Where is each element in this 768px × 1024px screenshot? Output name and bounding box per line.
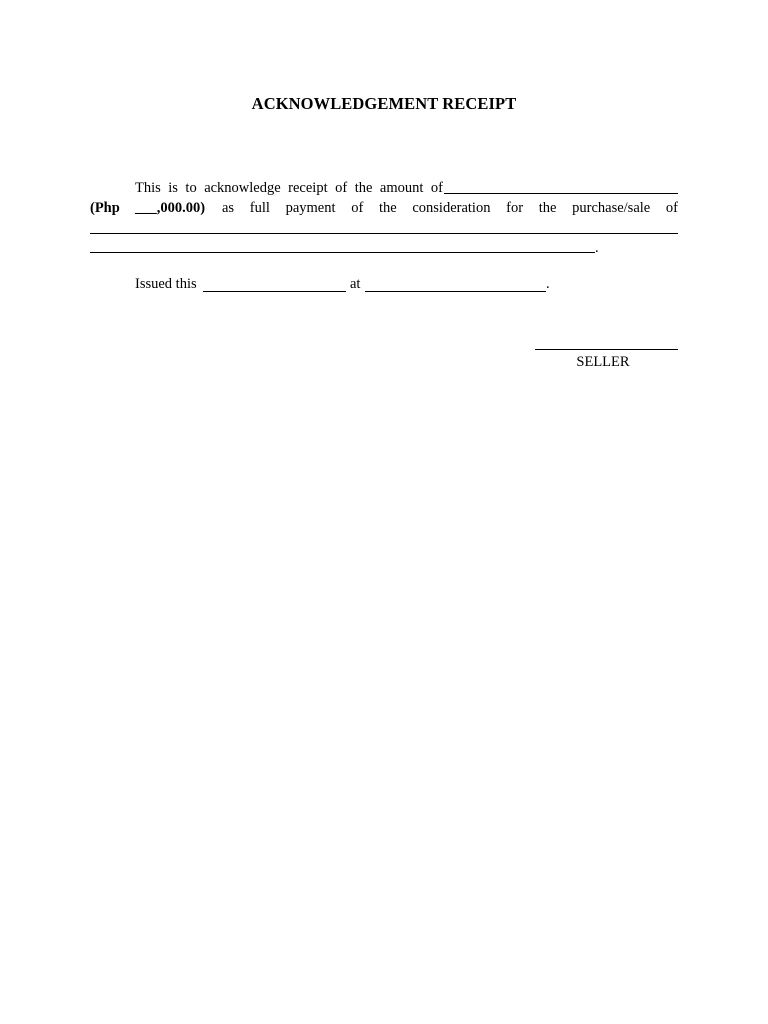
word: of <box>335 180 348 196</box>
issued-end-period: . <box>546 276 550 292</box>
word: acknowledge <box>204 180 281 196</box>
word: of <box>351 200 364 216</box>
word: the <box>378 200 397 216</box>
amount-prefix: (Php <box>90 200 120 216</box>
item-description-blank-1[interactable] <box>90 233 678 234</box>
word: receipt <box>288 180 328 196</box>
issued-at-label: at <box>350 276 361 292</box>
word: as <box>222 200 235 216</box>
paragraph-line-2 <box>222 198 678 218</box>
issued-place-blank[interactable] <box>365 291 546 292</box>
word: This <box>135 180 161 196</box>
document-title: ACKNOWLEDGEMENT RECEIPT <box>251 94 517 113</box>
word: consideration <box>412 200 491 216</box>
amount-words-blank[interactable] <box>444 193 678 194</box>
seller-signature-line[interactable] <box>535 349 678 350</box>
issued-date-blank[interactable] <box>203 291 346 292</box>
issued-label: Issued this <box>135 276 197 292</box>
amount-figure-blank[interactable]: ___,000.00) <box>135 200 206 216</box>
word: is <box>168 180 178 196</box>
word: payment <box>285 200 336 216</box>
word: the <box>538 200 557 216</box>
word: full <box>249 200 270 216</box>
word: amount <box>379 180 424 196</box>
word: for <box>506 200 524 216</box>
word: of <box>665 200 678 216</box>
line-end-period: . <box>595 240 599 256</box>
seller-label: SELLER <box>576 354 630 370</box>
word: of <box>430 180 443 196</box>
word: the <box>354 180 373 196</box>
word: to <box>185 180 197 196</box>
paragraph-line-1 <box>135 178 443 198</box>
word: purchase/sale <box>572 200 651 216</box>
item-description-blank-2[interactable] <box>90 252 595 253</box>
